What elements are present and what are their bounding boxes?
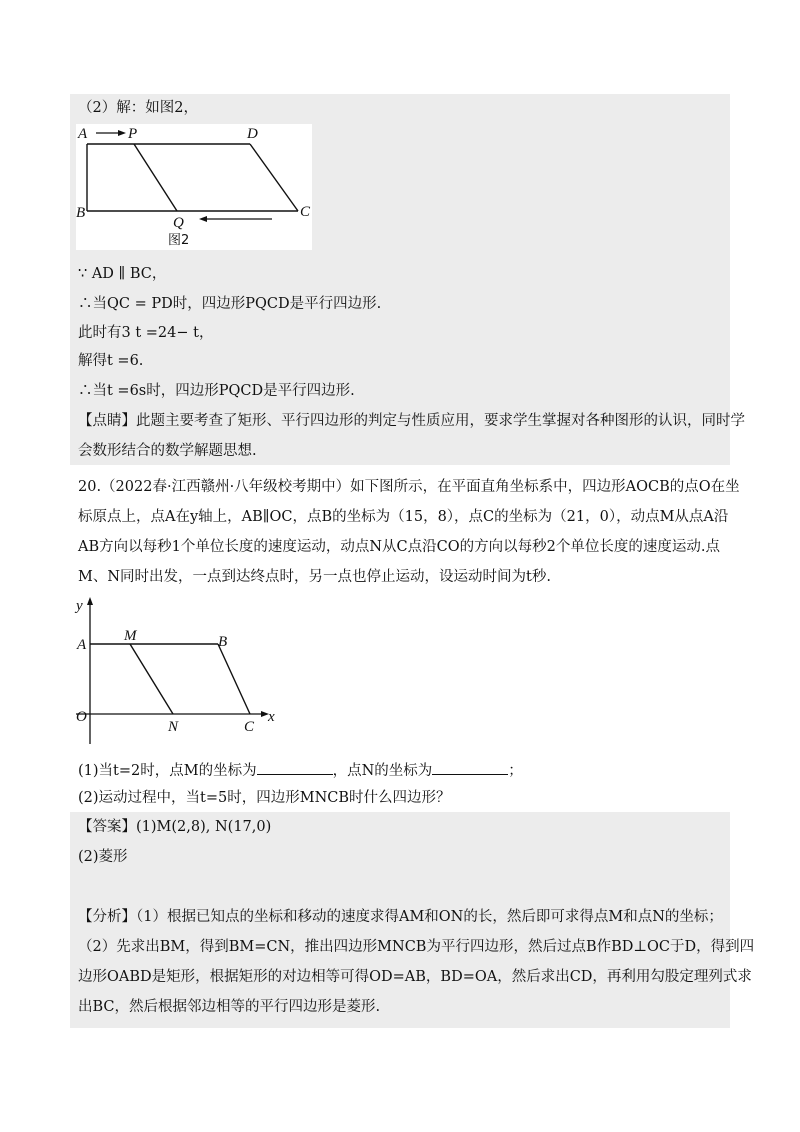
answer-part1: (1)M(2,8), N(17,0) [136,819,272,835]
answer-label: 【答案】 [78,819,136,835]
fig2-label-p: P [128,126,138,142]
comment-line-1: 【点睛】此题主要考查了矩形、平行四边形的判定与性质应用，要求学生掌握对各种图形的认识，同时学 [78,413,745,429]
problem20-line-3: AB方向以每秒1个单位长度的速度运动，动点N从C点沿CO的方向以每秒2个单位长度的速度运动.点 [78,539,720,555]
label-y-axis: y [76,598,83,614]
question-1-part1: (1)当t=2时，点M的坐标为 [78,763,257,779]
fig2-label-q: Q [173,215,184,231]
solution-line-2: ∴当QC = PD时，四边形PQCD是平行四边形. [78,296,382,312]
problem20-line-2: 标原点上，点A在y轴上，AB∥OC，点B的坐标为（15，8），点C的坐标为（21，0），动点M从点A沿 [78,509,729,525]
solution-line-5: ∴当t =6s时，四边形PQCD是平行四边形. [78,383,355,399]
analysis-line-1: 【分析】（1）根据已知点的坐标和移动的速度求得AM和ON的长，然后即可求得点M和点N的坐标； [78,909,723,925]
label-x-axis: x [268,709,275,725]
answer-blank-m[interactable] [257,760,333,775]
solution-line-1: ∵ AD ∥ BC， [78,266,167,282]
answer-line-1 [78,817,271,837]
solution-line-3: 此时有3 t =24− t， [78,325,214,341]
label-a: A [77,637,87,653]
question-1 [78,760,523,781]
figure-2 [76,124,312,250]
question-2: (2)运动过程中，当t=5时，四边形MNCB时什么四边形？ [78,790,451,806]
answer-line-2: (2)菱形 [78,849,128,865]
solution-line-4: 解得t =6. [78,353,144,369]
label-c: C [244,719,255,735]
label-n: N [168,719,179,735]
fig2-label-d: D [247,126,258,142]
question-1-part2: ，点N的坐标为 [332,763,433,779]
problem20-line-4: M、N同时出发，一点到达终点时，另一点也停止运动，设运动时间为t秒. [78,569,551,585]
problem20-line-1: 20.（2022春·江西赣州·八年级校考期中）如下图所示，在平面直角坐标系中，四边形AOCB的点O在坐 [78,479,740,495]
question-1-part3: ； [508,763,523,779]
fig2-caption: 图2 [168,233,190,248]
answer-blank-n[interactable] [432,760,508,775]
fig2-label-a: A [78,126,88,142]
coordinate-figure [72,594,284,746]
analysis-line-3: 边形OABD是矩形，根据矩形的对边相等可得OD=AB，BD=OA，然后求出CD，再利用勾股定理列式求 [78,969,752,985]
label-o: O [76,709,87,725]
part2-intro: （2）解：如图2， [78,100,198,116]
figure-2-svg [76,124,312,250]
label-b: B [218,634,228,650]
analysis-line-4: 出BC，然后根据邻边相等的平行四边形是菱形. [78,999,381,1015]
comment-line-2: 会数形结合的数学解题思想. [78,443,257,459]
analysis-line-2: （2）先求出BM，得到BM=CN，推出四边形MNCB为平行四边形，然后过点B作BD⊥OC于D，得到四 [78,939,755,955]
fig2-label-c: C [300,204,311,220]
fig2-label-b: B [76,205,86,221]
coordinate-figure-svg [72,594,284,746]
label-m: M [124,628,137,644]
